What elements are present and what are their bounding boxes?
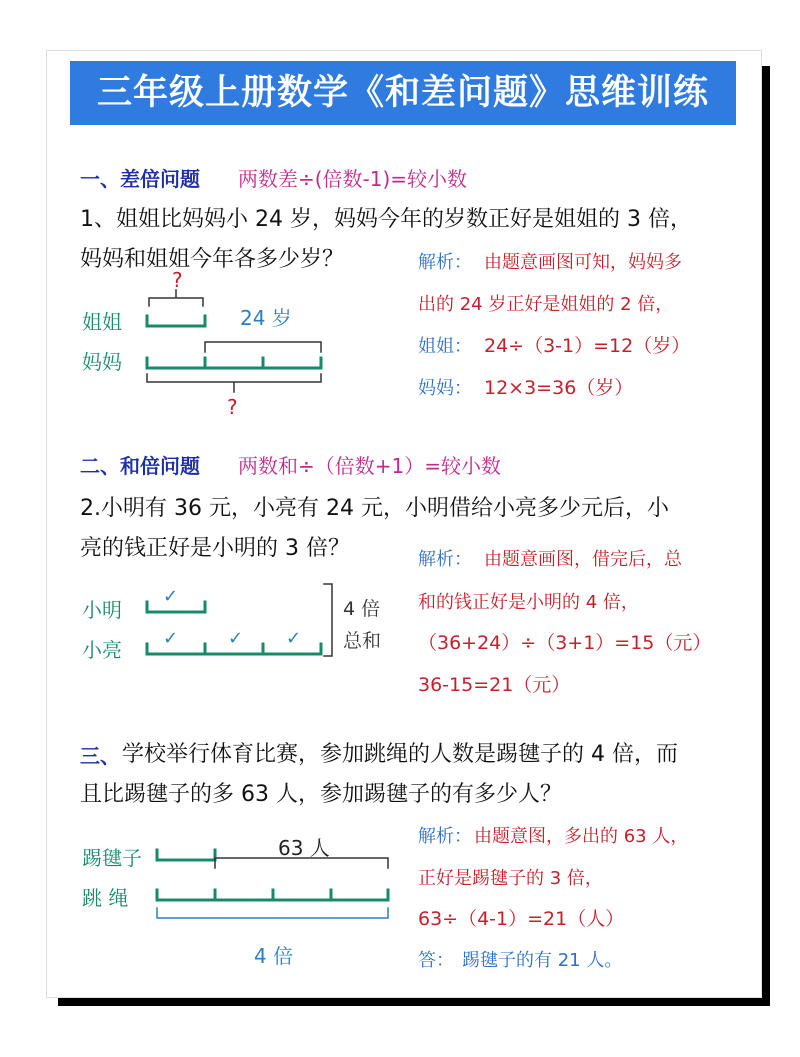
section1-analysis-line2: 出的 24 岁正好是姐姐的 2 倍， [418,294,674,315]
section2-xiaoliang-bar [147,644,321,654]
section1-problem-line2: 妈妈和姐姐今年各多少岁？ [80,247,345,272]
section3-jianzi-bar [157,850,215,860]
section3-heading: 三、 [80,744,120,768]
section2-formula: 两数和÷（倍数+1）=较小数 [238,454,501,478]
page-title: 三年级上册数学《和差问题》思维训练 [70,61,736,125]
section2-analysis-line2: 和的钱正好是小明的 4 倍， [418,592,639,613]
section3-analysis-key: 解析： [418,826,472,847]
section2-check-1: ✓ [163,586,179,607]
section1-label-mother: 妈妈 [82,350,122,374]
section2-problem-line1: 2.小明有 36 元，小亮有 24 元，小明借给小亮多少元后，小 [80,496,669,521]
section3-total-brace [157,908,388,918]
section2-check-3: ✓ [228,628,244,649]
section1-analysis-key: 解析： [418,252,472,273]
section3-difference-label: 63 人 [278,836,330,860]
section3-step1: 63÷（4-1）=21（人） [418,908,625,930]
section3-analysis-line1: 由题意图，多出的 63 人， [474,826,689,847]
section2-step2: 36-15=21（元） [418,674,571,696]
section1-sister-bar [147,316,205,326]
section1-difference-label: 24 岁 [240,306,292,330]
section3-label-tiaosheng: 跳 绳 [82,886,129,910]
section1-formula: 两数差÷(倍数-1)=较小数 [238,167,468,191]
section1-problem-line1: 1、姐姐比妈妈小 24 岁，妈妈今年的岁数正好是姐姐的 3 倍， [80,207,692,232]
section2-brace-label2: 总和 [343,630,382,652]
section2-label-xiaoliang: 小亮 [82,638,122,662]
section1-step2-key: 妈妈： [418,378,472,399]
section1-step1-key: 姐姐： [418,336,472,357]
section1-heading: 一、差倍问题 [80,167,200,191]
section2-label-xiaoming: 小明 [82,598,122,622]
section1-label-sister: 姐姐 [82,310,122,334]
section2-total-brace [324,584,332,656]
section1-question-top: ? [172,268,183,292]
section3-difference-brace [215,858,388,868]
section3-problem-line2: 且比踢毽子的多 63 人，参加踢毽子的有多少人？ [80,782,562,807]
section1-difference-brace [205,342,321,352]
section3-answer-key: 答： [418,950,454,971]
section2-analysis-line1: 由题意画图，借完后，总 [484,549,682,570]
section1-bottom-brace [147,374,321,392]
section2-heading: 二、和倍问题 [80,454,200,478]
section1-mother-bar [147,358,321,368]
section2-check-4: ✓ [286,628,302,649]
section1-step2: 12×3=36（岁） [484,377,634,399]
section1-top-brace [149,290,203,306]
section1-step1: 24÷（3-1）=12（岁） [484,335,691,357]
section2-step1: （36+24）÷（3+1）=15（元） [418,632,712,654]
section3-label-jianzi: 踢毽子 [82,846,142,870]
section2-problem-line2: 亮的钱正好是小明的 3 倍？ [80,536,350,561]
section3-answer: 踢毽子的有 21 人。 [462,950,623,971]
section2-brace-label1: 4 倍 [343,598,381,620]
section1-question-bottom: ? [227,395,238,419]
section3-total-label: 4 倍 [254,944,294,968]
section3-tiaosheng-bar [157,890,388,900]
section1-analysis-line1: 由题意画图可知，妈妈多 [484,252,682,273]
section3-problem-line1: 学校举行体育比赛，参加跳绳的人数是踢毽子的 4 倍，而 [122,742,678,767]
section2-analysis-key: 解析： [418,549,472,570]
section2-xiaoming-bar [147,602,205,612]
section2-check-2: ✓ [163,628,179,649]
section3-analysis-line2: 正好是踢毽子的 3 倍， [418,868,603,889]
